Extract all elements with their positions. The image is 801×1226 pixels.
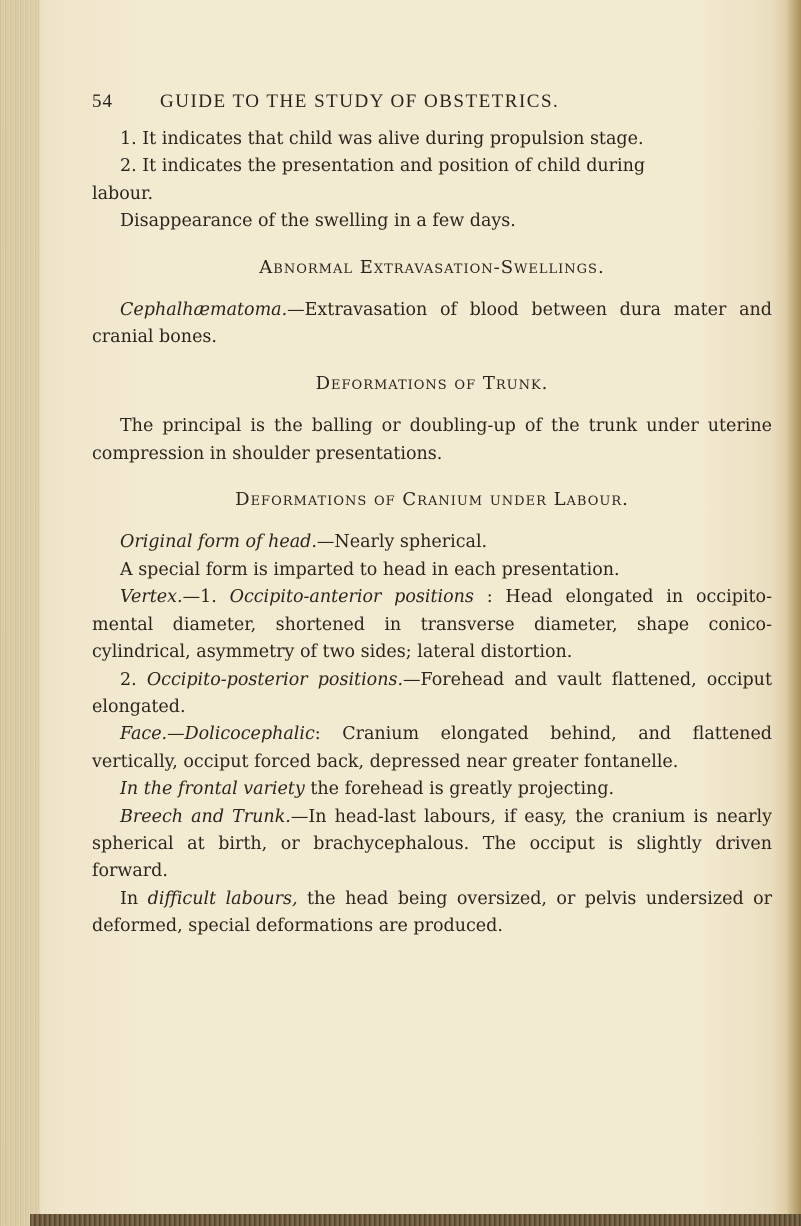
section-heading-cranium: Deformations of Cranium under Labour. bbox=[235, 489, 629, 511]
running-header bbox=[92, 88, 772, 118]
paragraph-trunk: The principal is the balling or doubling-up of the trunk under uterine compression in shoulder presentations. bbox=[92, 416, 772, 464]
page-number: 54 bbox=[92, 91, 113, 112]
paragraph-frontal-variety: In the frontal variety the forehead is greatly projecting. bbox=[120, 779, 615, 800]
list-item-1: 1. It indicates that child was alive during propulsion stage. bbox=[120, 129, 644, 149]
paragraph-special-form: A special form is imparted to head in each presentation. bbox=[120, 559, 620, 580]
section-heading-trunk: Deformations of Trunk. bbox=[315, 372, 549, 394]
paragraph-original-form: Original form of head.—Nearly spherical. bbox=[120, 532, 488, 553]
paragraph-breech: Breech and Trunk.—In head-last labours, if easy, the cranium is nearly spherical at birth, or brachycephalous. The occiput is slightly driven forward. bbox=[92, 806, 772, 882]
paragraph-face: Face.—Dolicocephalic: Cranium elongated behind, and flattened vertically, occiput forced back, depressed near greater fontanelle. bbox=[92, 724, 772, 772]
page-gutter bbox=[0, 0, 40, 1226]
page-text bbox=[92, 88, 772, 941]
paragraph-difficult-labours: In difficult labours, the head being oversized, or pelvis undersized or deformed, special deformations are produced. bbox=[92, 888, 772, 937]
page-edge-bottom bbox=[30, 1214, 801, 1226]
section-heading-extravasation: Abnormal Extravasation-Swellings. bbox=[259, 256, 605, 278]
paragraph-vertex: Vertex.—1. Occipito-anterior positions : Head elongated in occipito-mental diameter, shortened in transverse diameter, shape conico-cylindrical, asymmetry of two sides; lateral distortion. bbox=[92, 587, 772, 663]
page-edge-right bbox=[787, 0, 801, 1226]
paragraph-occipito-posterior: 2. Occipito-posterior positions.—Forehead and vault flattened, occiput elongated. bbox=[92, 669, 772, 717]
running-title: GUIDE TO THE STUDY OF OBSTETRICS. bbox=[160, 91, 560, 112]
paragraph-cephalhaematoma: Cephalhæmatoma.—Extravasation of blood between dura mater and cranial bones. bbox=[92, 300, 772, 348]
paragraph-disappearance: Disappearance of the swelling in a few days. bbox=[120, 211, 516, 232]
list-item-2: 2. It indicates the presentation and position of child during labour. bbox=[92, 156, 646, 204]
